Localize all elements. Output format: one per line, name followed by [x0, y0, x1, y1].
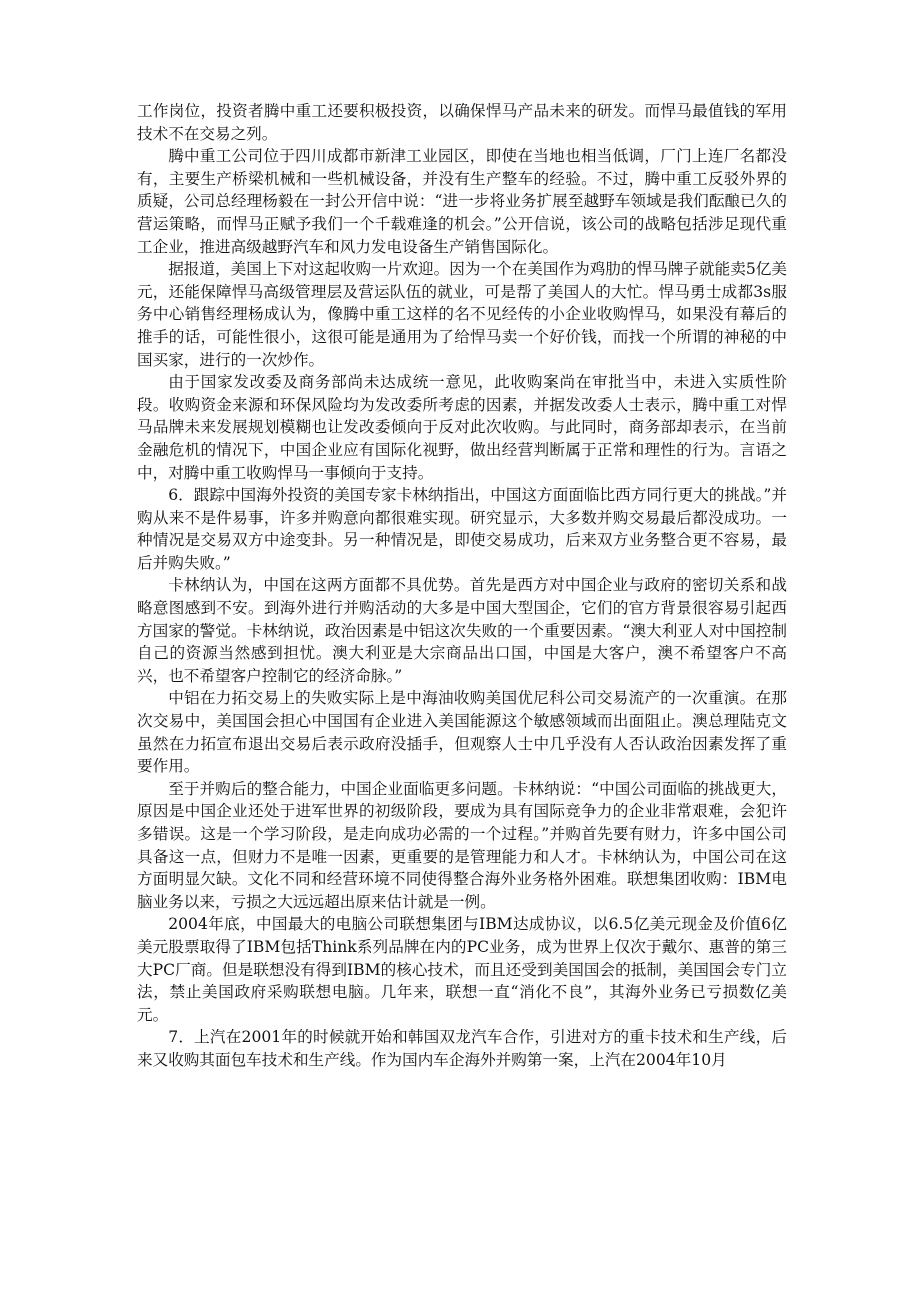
paragraph: 至于并购后的整合能力，中国企业面临更多问题。卡林纳说：“中国公司面临的挑战更大，原因是中国企业还处于进军世界的初级阶段，要成为具有国际竞争力的企业非常艰难，会犯许多错误。这是一个学习阶段，是走向成功必需的一个过程。”并购首先要有财力，许多中国公司具备这一点，但财力不是唯一因素，更重要的是管理能力和人才。卡林纳认为，中国公司在这方面明显欠缺。文化不同和经营环境不同使得整合海外业务格外困难。联想集团收购：IBM电脑业务以来，亏损之大远远超出原来估计就是一例。	[137, 779, 787, 911]
paragraph: 6．跟踪中国海外投资的美国专家卡林纳指出，中国这方面面临比西方同行更大的挑战。”并购从来不是件易事，许多并购意向都很难实现。研究显示，大多数并购交易最后都没成功。一种情况是交易双方中途变卦。另一种情况是，即使交易成功，后来双方业务整合更不容易，最后并购失败。”	[137, 486, 787, 572]
paragraph: 7．上汽在2001年的时候就开始和韩国双龙汽车合作，引进对方的重卡技术和生产线，后来又收购其面包车技术和生产线。作为国内车企海外并购第一案，上汽在2004年10月	[137, 1028, 787, 1069]
paragraph: 卡林纳认为，中国在这两方面都不具优势。首先是西方对中国企业与政府的密切关系和战略意图感到不安。到海外进行并购活动的大多是中国大型国企，它们的官方背景很容易引起西方国家的警觉。卡林纳说，政治因素是中铝这次失败的一个重要因素。“澳大利亚人对中国控制自己的资源当然感到担忧。澳大利亚是大宗商品出口国，中国是大客户，澳不希望客户不高兴，也不希望客户控制它的经济命脉。”	[137, 576, 787, 685]
paragraph: 由于国家发改委及商务部尚未达成统一意见，此收购案尚在审批当中，未进入实质性阶段。收购资金来源和环保风险均为发改委所考虑的因素，并据发改委人士表示，腾中重工对悍马品牌未来发展规划模糊也让发改委倾向于反对此次收购。与此同时，商务部却表示，在当前金融危机的情况下，中国企业应有国际化视野，做出经营判断属于正常和理性的行为。言语之中，对腾中重工收购悍马一事倾向于支持。	[137, 373, 787, 482]
paragraph: 中铝在力拓交易上的失败实际上是中海油收购美国优尼科公司交易流产的一次重演。在那次交易中，美国国会担心中国国有企业进入美国能源这个敏感领域而出面阻止。澳总理陆克文虽然在力拓宣布退出交易后表示政府没插手，但观察人士中几乎没有人否认政治因素发挥了重要作用。	[137, 689, 787, 776]
paragraph: 工作岗位，投资者腾中重工还要积极投资，以确保悍马产品未来的研发。而悍马最值钱的军用技术不在交易之列。	[137, 102, 787, 143]
paragraph: 据报道，美国上下对这起收购一片欢迎。因为一个在美国作为鸡肋的悍马牌子就能卖5亿美元，还能保障悍马高级管理层及营运队伍的就业，可是帮了美国人的大忙。悍马勇士成都3s服务中心销售经理杨成认为，像腾中重工这样的名不见经传的小企业收购悍马，如果没有幕后的推手的话，可能性很小，这很可能是通用为了给悍马卖一个好价钱，而找一个所谓的神秘的中国买家，进行的一次炒作。	[137, 260, 787, 369]
document-body	[137, 100, 787, 1072]
paragraph: 腾中重工公司位于四川成都市新津工业园区，即使在当地也相当低调，厂门上连厂名都没有，主要生产桥梁机械和一些机械设备，并没有生产整车的经验。不过，腾中重工反驳外界的质疑，公司总经理杨毅在一封公开信中说：“进一步将业务扩展至越野车领域是我们酝酿已久的营运策略，而悍马正赋予我们一个千载难逢的机会。”公开信说，该公司的战略包括涉足现代重工企业，推进高级越野汽车和风力发电设备生产销售国际化。	[137, 147, 787, 256]
paragraph: 2004年底，中国最大的电脑公司联想集团与IBM达成协议，以6.5亿美元现金及价值6亿美元股票取得了IBM包括Think系列品牌在内的PC业务，成为世界上仅次于戴尔、惠普的第三大PC厂商。但是联想没有得到IBM的核心技术，而且还受到美国国会的抵制，美国国会专门立法，禁止美国政府采购联想电脑。几年来，联想一直“消化不良”，其海外业务已亏损数亿美元。	[137, 915, 787, 1024]
